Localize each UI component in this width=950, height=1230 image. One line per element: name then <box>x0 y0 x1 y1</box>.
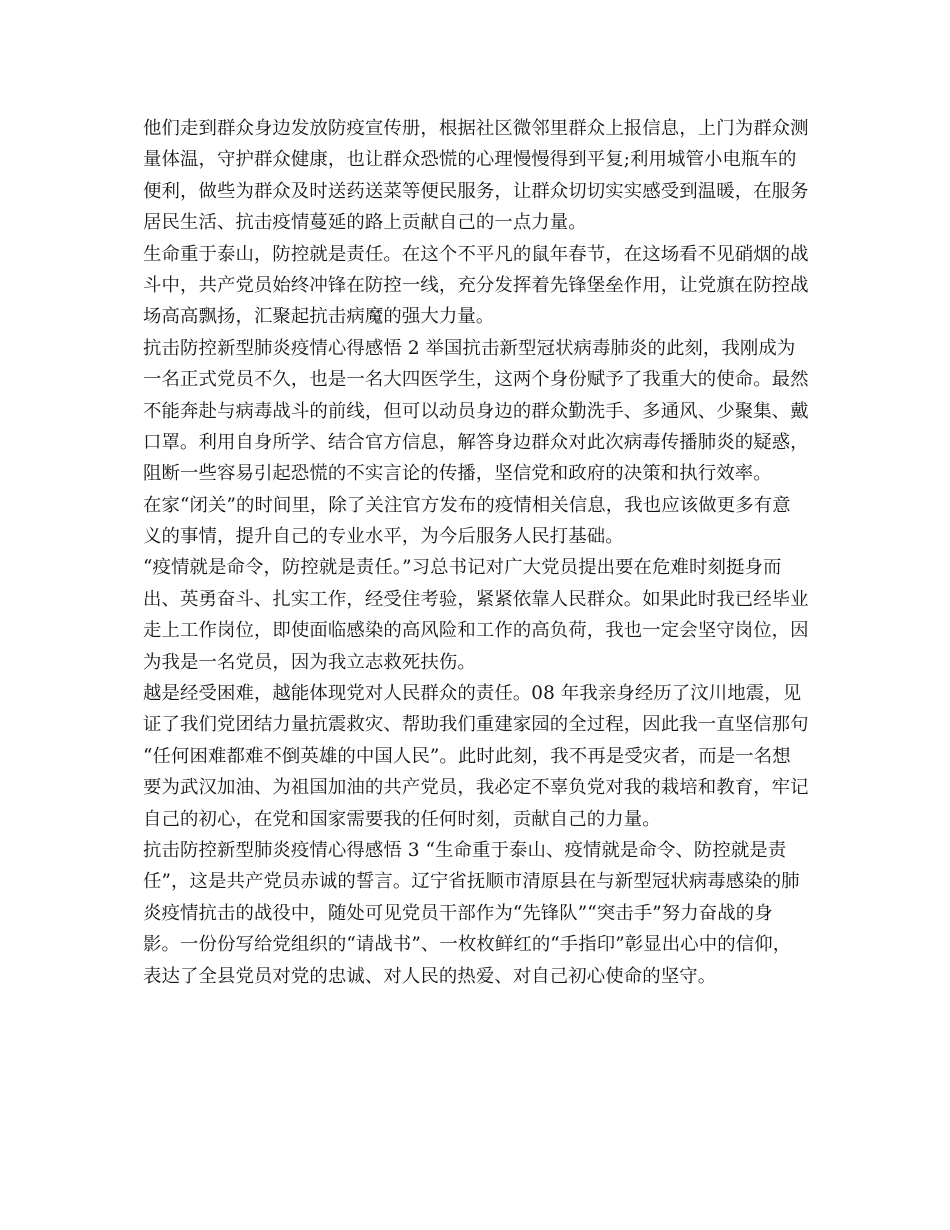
text-line: 影。一份份写给党组织的“请战书”、一枚枚鲜红的“手指印”彰显出心中的信仰， <box>143 934 792 956</box>
text-line: 阻断一些容易引起恐慌的不实言论的传播，坚信党和政府的决策和执行效率。 <box>143 463 772 485</box>
text-line: 量体温，守护群众健康，也让群众恐慌的心理慢慢得到平复;利用城管小电瓶车的 <box>143 149 797 171</box>
text-line: 义的事情，提升自己的专业水平，为今后服务人民打基础。 <box>143 526 624 548</box>
text-line: 抗击防控新型肺炎疫情心得感悟 2 举国抗击新型冠状病毒肺炎的此刻，我刚成为 <box>143 337 796 359</box>
text-line: 越是经受困难，越能体现党对人民群众的责任。08 年我亲身经历了汶川地震，见 <box>143 683 802 705</box>
text-line: 他们走到群众身边发放防疫宣传册，根据社区微邻里群众上报信息，上门为群众测 <box>143 118 809 139</box>
text-line: “任何困难都难不倒英雄的中国人民”。此时此刻，我不再是受灾者，而是一名想 <box>143 745 791 767</box>
document-body <box>143 113 813 992</box>
text-line: 证了我们党团结力量抗震救灾、帮助我们重建家园的全过程，因此我一直坚信那句 <box>143 714 809 736</box>
text-line: 自己的初心，在党和国家需要我的任何时刻，贡献自己的力量。 <box>143 808 661 830</box>
text-line: 抗击防控新型肺炎疫情心得感悟 3 “生命重于泰山、疫情就是命令、防控就是责 <box>143 839 787 861</box>
text-line: 任”，这是共产党员赤诚的誓言。辽宁省抚顺市清原县在与新型冠状病毒感染的肺 <box>143 871 800 893</box>
text-line: 便利，做些为群众及时送药送菜等便民服务，让群众切切实实感受到温暖，在服务 <box>143 180 809 202</box>
paragraph-3 <box>143 333 813 490</box>
text-line: 为我是一名党员，因为我立志救死扶伤。 <box>143 651 476 673</box>
text-line: 炎疫情抗击的战役中，随处可见党员干部作为“先锋队”“突击手”努力奋战的身 <box>143 902 773 924</box>
text-line: 要为武汉加油、为祖国加油的共产党员，我必定不辜负党对我的栽培和教育，牢记 <box>143 777 809 799</box>
paragraph-5 <box>143 552 813 678</box>
text-line: 居民生活、抗击疫情蔓延的路上贡献自己的一点力量。 <box>143 212 587 234</box>
text-line: 在家“闭关”的时间里，除了关注官方发布的疫情相关信息，我也应该做更多有意 <box>143 494 791 516</box>
paragraph-2 <box>143 239 813 333</box>
text-line: 表达了全县党员对党的忠诚、对人民的热爱、对自己初心使命的坚守。 <box>143 965 717 987</box>
text-line: 生命重于泰山，防控就是责任。在这个不平凡的鼠年春节，在这场看不见硝烟的战 <box>143 243 809 265</box>
text-line: 场高高飘扬，汇聚起抗击病魔的强大力量。 <box>143 306 495 328</box>
paragraph-7 <box>143 835 813 992</box>
paragraph-4 <box>143 490 813 553</box>
text-line: 出、英勇奋斗、扎实工作，经受住考验，紧紧依靠人民群众。如果此时我已经毕业 <box>143 588 809 610</box>
text-line: 口罩。利用自身所学、结合官方信息，解答身边群众对此次病毒传播肺炎的疑惑， <box>143 431 809 453</box>
text-line: 斗中，共产党员始终冲锋在防控一线，充分发挥着先锋堡垒作用，让党旗在防控战 <box>143 274 809 296</box>
paragraph-6 <box>143 678 813 835</box>
text-line: 一名正式党员不久，也是一名大四医学生，这两个身份赋予了我重大的使命。最然 <box>143 369 809 391</box>
paragraph-1 <box>143 113 813 239</box>
text-line: “疫情就是命令，防控就是责任。”习总书记对广大党员提出要在危难时刻挺身而 <box>143 557 782 579</box>
text-line: 走上工作岗位，即使面临感染的高风险和工作的高负荷，我也一定会坚守岗位，因 <box>143 620 809 642</box>
text-line: 不能奔赴与病毒战斗的前线，但可以动员身边的群众勤洗手、多通风、少聚集、戴 <box>143 400 809 422</box>
